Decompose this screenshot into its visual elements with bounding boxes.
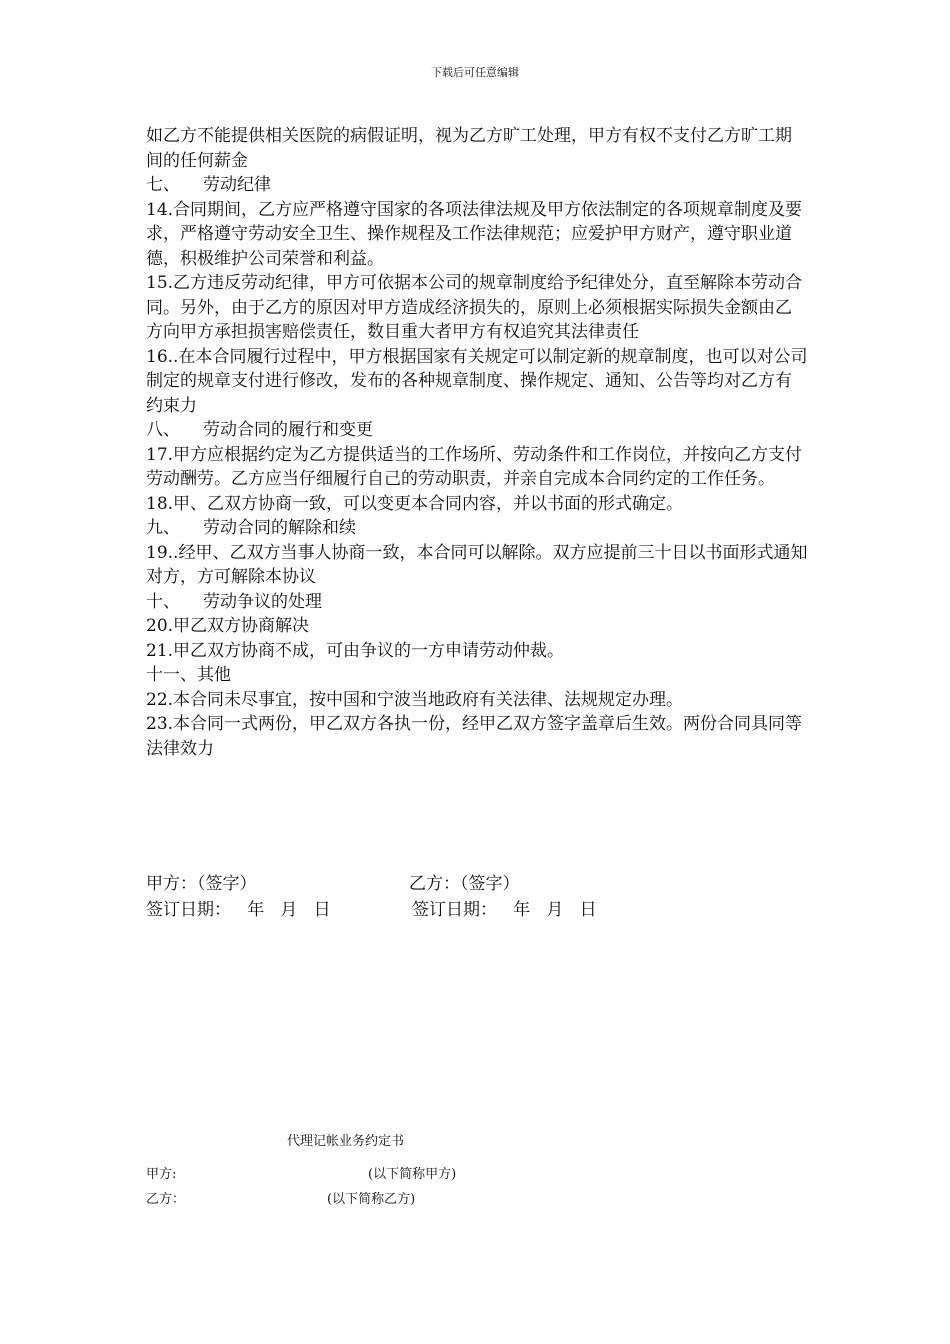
section-number: 七、: [146, 175, 180, 195]
signature-block: [146, 871, 808, 923]
section-heading-10: [146, 590, 808, 615]
header-text: 下载后可任意编辑: [431, 66, 519, 79]
section-number: 八、: [146, 420, 180, 440]
contract-body: [146, 124, 808, 761]
clause-15: 15.乙方违反劳动纪律，甲方可依据本公司的规章制度给予纪律处分，直至解除本劳动合同。另外，由于乙方的原因对甲方造成经济损失的，原则上必须根据实际损失金额由乙方向甲方承担损害赔偿责任，数目重大者甲方有权追究其法律责任: [146, 273, 803, 342]
page-header: [0, 66, 950, 80]
date-row: [146, 897, 808, 923]
clause-14: 14.合同期间，乙方应严格遵守国家的各项法律法规及甲方依法制定的各项规章制度及要求，严格遵守劳动安全卫生、操作规程及工作法律规范；应爱护甲方财产，遵守职业道德，积极维护公司荣誉和利益。: [146, 199, 803, 269]
section-heading-7: [146, 173, 808, 198]
party-a-label: 甲方:: [146, 1167, 177, 1182]
party-b-signature: 乙方：（签字）: [409, 874, 520, 894]
clause-19: 19..经甲、乙双方当事人协商一致，本合同可以解除。双方应提前三十日以书面形式通知对方，方可解除本协议: [146, 542, 808, 587]
section-heading-9: [146, 516, 808, 541]
party-b-note: (以下简称乙方): [327, 1192, 416, 1207]
party-a-sign-date: 签订日期： 年 月 日: [146, 900, 331, 920]
clause-16: 16..在本合同履行过程中，甲方根据国家有关规定可以制定新的规章制度，也可以对公司制定的规章支付进行修改，发布的各种规章制度、操作规定、通知、公告等均对乙方有约束力: [146, 346, 808, 416]
signature-row: [146, 871, 808, 897]
section-title: 劳动合同的解除和续: [203, 518, 356, 538]
clause-23: 23.本合同一式两份，甲乙双方各执一份，经甲乙双方签字盖章后生效。两份合同具同等法律效力: [146, 714, 803, 759]
clause-17: 17.甲方应根据约定为乙方提供适当的工作场所、劳动条件和工作岗位，并按向乙方支付劳动酬劳。乙方应当仔细履行自己的劳动职责，并亲自完成本合同约定的工作任务。: [146, 444, 803, 489]
section-title: 劳动争议的处理: [203, 591, 322, 612]
clause-22: 22.本合同未尽事宜，按中国和宁波当地政府有关法律、法规规定办理。: [146, 689, 684, 710]
paragraph-sick-leave: 如乙方不能提供相关医院的病假证明，视为乙方旷工处理，甲方有权不支付乙方旷工期间的任何薪金: [146, 126, 792, 171]
section-number: 九、: [146, 518, 180, 538]
section-title: 劳动纪律: [203, 175, 271, 195]
section-heading-11: 十一、其他: [146, 665, 231, 685]
party-b-label: 乙方：: [146, 1192, 186, 1207]
clause-18: 18.甲、乙双方协商一致，可以变更本合同内容，并以书面的形式确定。: [146, 493, 684, 514]
party-a-signature: 甲方：（签字）: [146, 874, 257, 894]
party-a-note: (以下简称甲方): [368, 1167, 457, 1182]
clause-21: 21.甲乙双方协商不成，可由争议的一方申请劳动仲裁。: [146, 640, 565, 661]
section-number: 十、: [146, 591, 180, 612]
clause-20: 20.甲乙双方协商解决: [146, 616, 310, 636]
section-title: 劳动合同的履行和变更: [203, 420, 373, 440]
second-document-title: 代理记帐业务约定书: [287, 1134, 405, 1149]
party-b-sign-date: 签订日期： 年 月 日: [412, 900, 597, 920]
section-heading-8: [146, 418, 808, 443]
